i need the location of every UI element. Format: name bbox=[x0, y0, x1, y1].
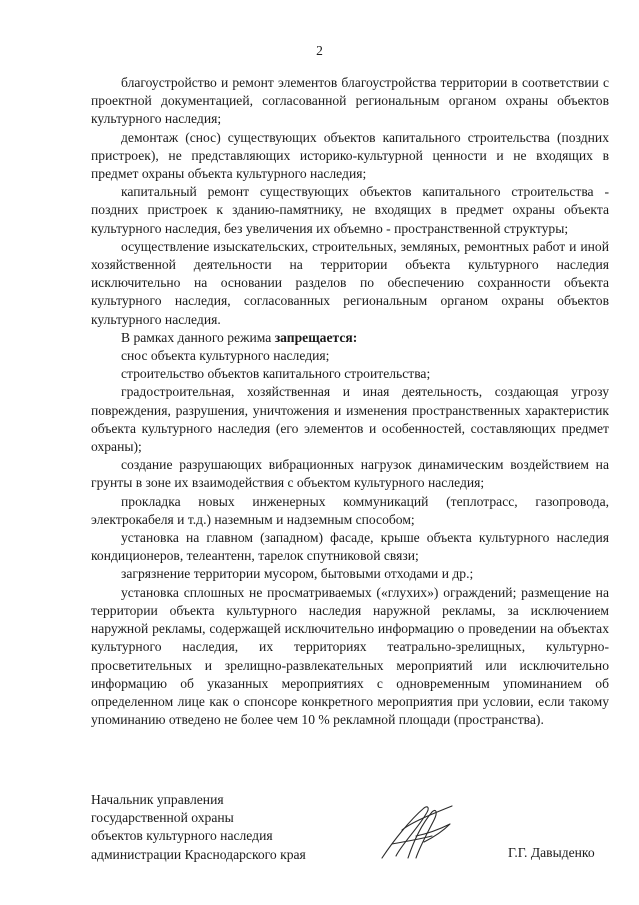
paragraph-allowed-2: демонтаж (снос) существующих объектов капитального строительства (поздних пристроек), не представляющих историко-культурной ценности и не входящих в предмет охраны объекта культурного наследия; bbox=[91, 129, 609, 182]
signature-title-line-3: объектов культурного наследия bbox=[91, 828, 273, 844]
signature-title-line-1: Начальник управления bbox=[91, 792, 224, 807]
paragraph-allowed-1: благоустройство и ремонт элементов благоустройства территории в соответствии с проектной документацией, согласованной региональным органом охраны объектов культурного наследия; bbox=[91, 75, 609, 127]
paragraph-allowed-4: осуществление изыскательских, строительных, земляных, ремонтных работ и иной хозяйственной деятельности на территории объекта культурного наследия исключительно на основании разделов по обеспечению сохранности объекта культурного наследия, согласованных региональным органом охраны объектов культурного наследия. bbox=[91, 238, 609, 327]
ban-heading-prefix: В рамках данного режима bbox=[121, 329, 275, 345]
document-body bbox=[91, 74, 609, 729]
paragraph-banned-1: снос объекта культурного наследия; bbox=[121, 348, 330, 364]
signature-title-line-4: администрации Краснодарского края bbox=[91, 846, 306, 862]
paragraph-allowed-3: капитальный ремонт существующих объектов капитального строительства - поздних пристроек к зданию-памятнику, не входящих в предмет охраны объекта культурного наследия, без увеличения их объемно - пространственной структуры; bbox=[91, 184, 609, 236]
handwritten-signature bbox=[372, 800, 462, 864]
signer-name: Г.Г. Давыденко bbox=[508, 845, 595, 860]
paragraph-banned-4: создание разрушающих вибрационных нагрузок динамическим воздействием на грунты в зоне их взаимодействия с объектом культурного наследия; bbox=[91, 457, 609, 491]
paragraph-banned-7: загрязнение территории мусором, бытовыми отходами и др.; bbox=[121, 566, 474, 582]
paragraph-banned-6: установка на главном (западном) фасаде, крыше объекта культурного наследия кондиционеров, телеантенн, тарелок спутниковой связи; bbox=[91, 530, 609, 564]
paragraph-banned-2: строительство объектов капитального строительства; bbox=[121, 366, 431, 382]
page-number: 2 bbox=[316, 43, 323, 58]
paragraph-banned-8: установка сплошных не просматриваемых («глухих») ограждений; размещение на территории объекта культурного наследия наружной рекламы, за исключением наружной рекламы, содержащей исключительно информацию о проведении на объектах культурного наследия, их территориях театрально-зрелищных, культурно-просветительных и зрелищно-развлекательных мероприятий или исключительно информацию об указанных мероприятиях с одновременным упоминанием об определенном лице как о спонсоре конкретного мероприятия при условии, если такому упоминанию отведено не более чем 10 % рекламной площади (пространства). bbox=[91, 584, 609, 728]
ban-heading bbox=[91, 329, 609, 347]
signature-title-line-2: государственной охраны bbox=[91, 810, 234, 826]
ban-heading-bold: запрещается: bbox=[274, 329, 358, 345]
paragraph-banned-3: градостроительная, хозяйственная и иная деятельность, создающая угрозу повреждения, разрушения, уничтожения и изменения пространственных характеристик объекта культурного наследия (его элементов и особенностей, составляющих предмет охраны); bbox=[91, 384, 609, 455]
paragraph-banned-5: прокладка новых инженерных коммуникаций (теплотрасс, газопровода, электрокабеля и т.д.) наземным и надземным способом; bbox=[91, 493, 609, 527]
